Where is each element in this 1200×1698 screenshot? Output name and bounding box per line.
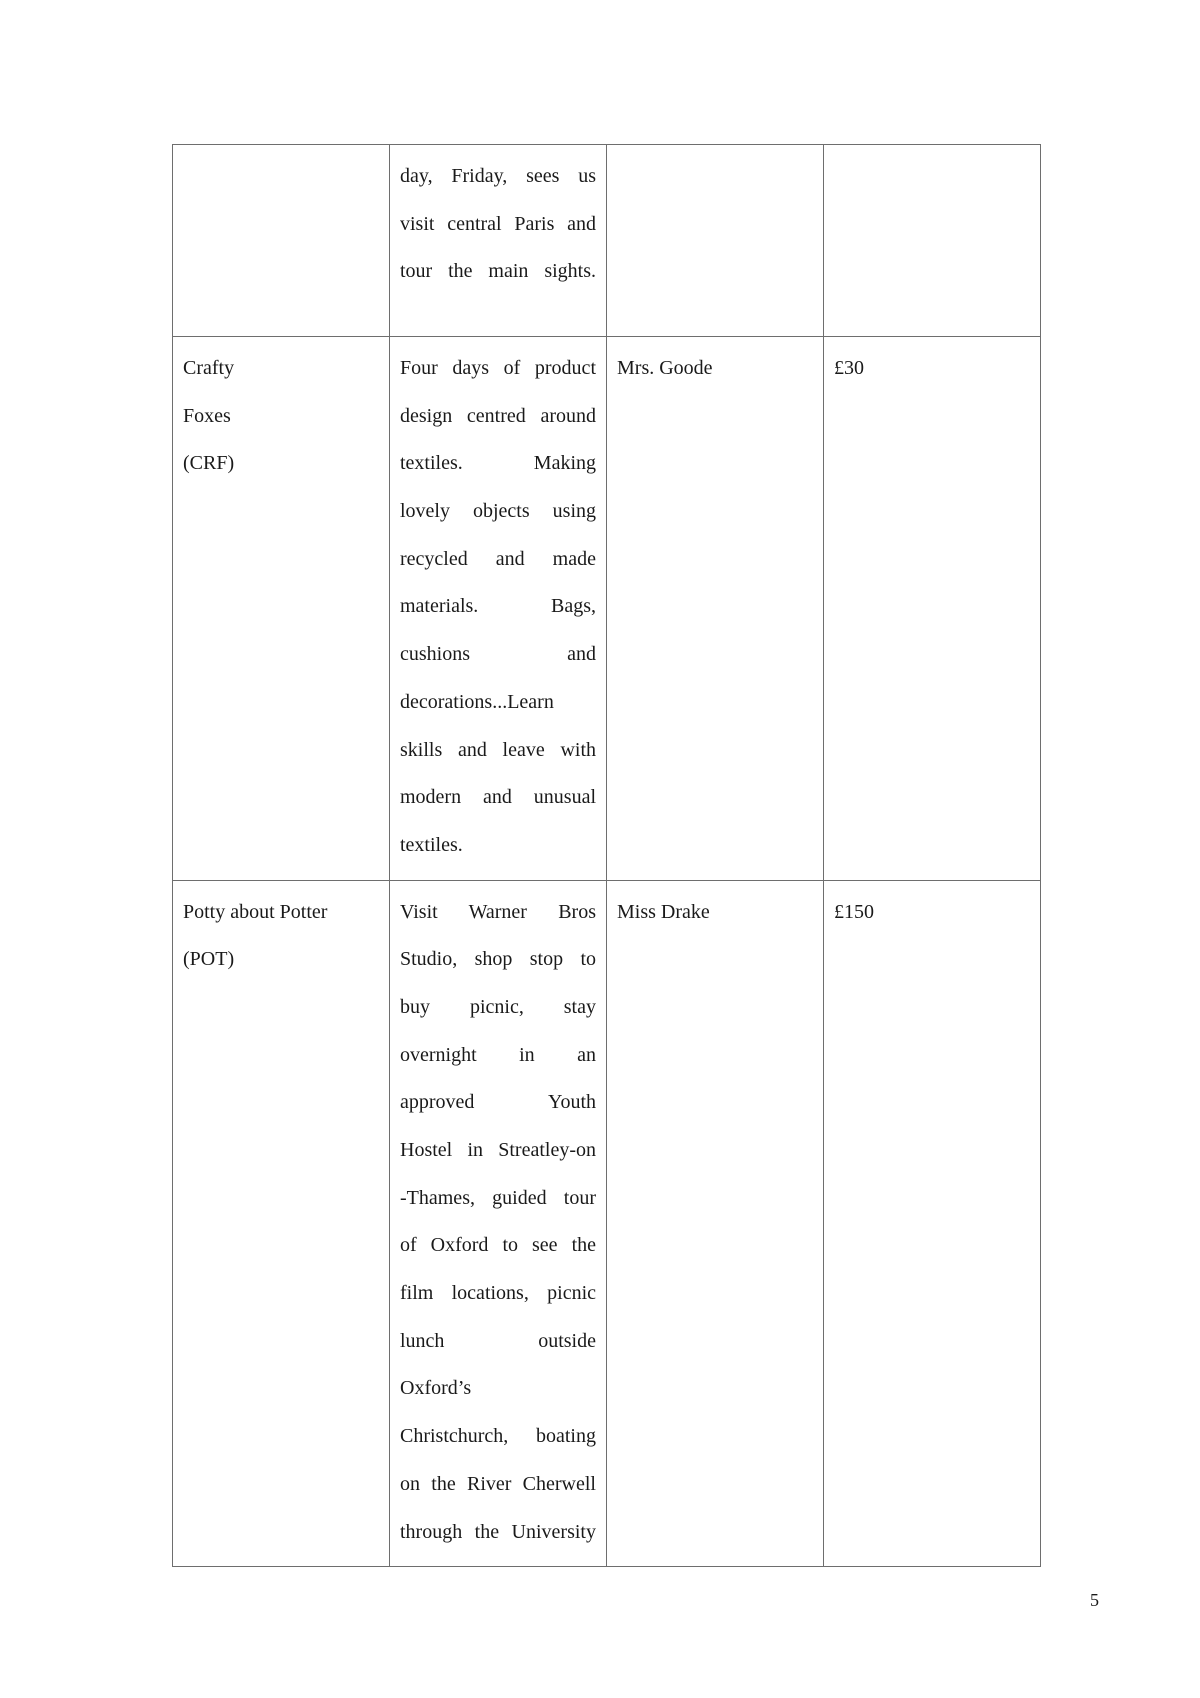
description-line: approved Youth <box>400 1091 596 1114</box>
description-line: buy picnic, stay <box>400 995 596 1018</box>
trip-name-cell <box>173 337 390 881</box>
description-line: Oxford’s <box>400 1377 472 1400</box>
trip-cost: £30 <box>834 357 864 379</box>
description-line: film locations, picnic <box>400 1282 596 1305</box>
description-line: tour the main sights. <box>400 260 596 283</box>
description-line: textiles. <box>400 833 463 856</box>
trip-description-cell <box>390 145 607 337</box>
table-row <box>173 880 1041 1567</box>
trip-name-line: Foxes <box>183 404 231 427</box>
description-line: recycled and made <box>400 547 596 570</box>
description-line: day, Friday, sees us <box>400 165 596 187</box>
trip-name-line: Crafty <box>183 357 235 379</box>
trip-teacher-cell <box>607 145 824 337</box>
description-line: Christchurch, boating <box>400 1425 596 1448</box>
trip-name-cell <box>173 145 390 337</box>
trip-description-cell <box>390 880 607 1567</box>
description-line: Hostel in Streatley-on <box>400 1139 596 1161</box>
table-row <box>173 337 1041 881</box>
description-line: skills and leave with <box>400 738 596 761</box>
page-number: 5 <box>1090 1590 1099 1610</box>
description-line: of Oxford to see the <box>400 1234 596 1257</box>
trip-cost-cell <box>824 145 1041 337</box>
description-line: on the River Cherwell <box>400 1472 596 1495</box>
description-line: Visit Warner Bros <box>400 900 596 923</box>
trip-cost-cell <box>824 337 1041 881</box>
description-line: materials. Bags, <box>400 595 596 618</box>
trip-cost: £150 <box>834 900 874 923</box>
trip-cost-cell <box>824 880 1041 1567</box>
description-line: design centred around <box>400 404 596 427</box>
description-line: modern and unusual <box>400 786 596 809</box>
trip-code: (CRF) <box>183 452 235 475</box>
trip-name-line: Potty about Potter <box>183 900 328 923</box>
description-line: lovely objects using <box>400 500 596 523</box>
trip-teacher: Miss Drake <box>617 900 710 923</box>
trip-table <box>172 144 1041 1567</box>
trip-name-cell <box>173 880 390 1567</box>
trip-teacher-cell <box>607 880 824 1567</box>
description-line: textiles. Making <box>400 452 596 475</box>
description-line: cushions and <box>400 643 596 666</box>
description-line: through the University <box>400 1520 596 1543</box>
trip-teacher: Mrs. Goode <box>617 357 713 379</box>
description-line: Four days of product <box>400 357 596 379</box>
description-line: visit central Paris and <box>400 212 596 235</box>
description-line: Studio, shop stop to <box>400 948 596 971</box>
description-line: -Thames, guided tour <box>400 1186 596 1209</box>
description-line: decorations...Learn <box>400 690 554 713</box>
description-line: overnight in an <box>400 1043 596 1066</box>
table-row <box>173 145 1041 337</box>
description-line: lunch outside <box>400 1329 596 1352</box>
trip-teacher-cell <box>607 337 824 881</box>
trip-code: (POT) <box>183 948 235 971</box>
trip-description-cell <box>390 337 607 881</box>
